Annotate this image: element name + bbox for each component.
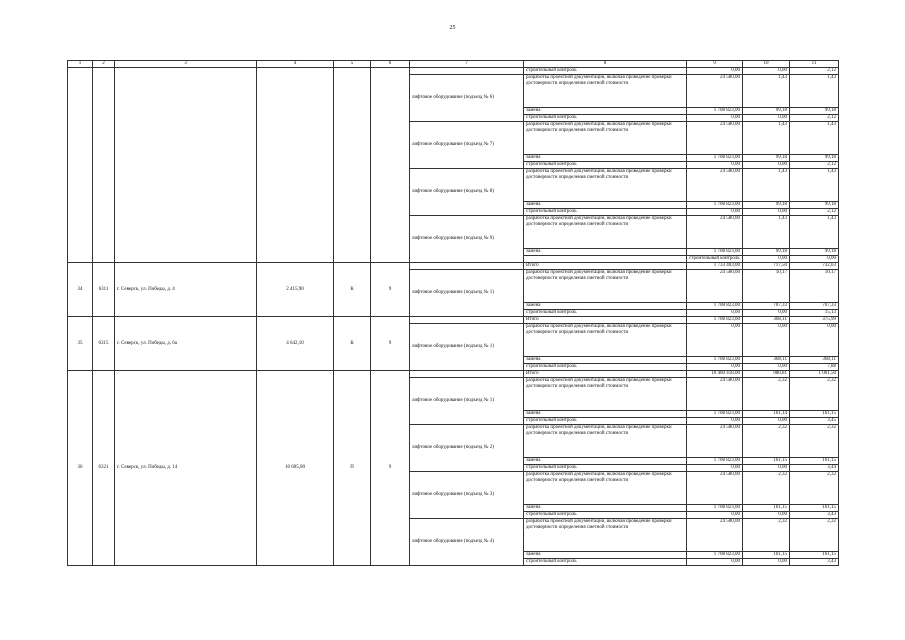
- cost-cell: 0,00: [687, 324, 743, 357]
- col-header: 2: [93, 61, 115, 68]
- work-type-design: разработка проектной документации, включая проведение проверки достоверности определения сметной стоимости: [524, 216, 687, 249]
- elevator-label: лифтовое оборудование (подъезд № 1): [410, 324, 524, 371]
- cost-cell: 0,00: [687, 115, 743, 122]
- cost-cell: 24 580,00: [687, 472, 743, 505]
- address: г. Северск, ул. Победы, д. 6а: [115, 317, 257, 371]
- share-cell: 99,18: [743, 108, 790, 115]
- work-type-design: разработка проектной документации, включая проведение проверки достоверности определения сметной стоимости: [524, 122, 687, 155]
- col-header: 1: [68, 61, 93, 68]
- row-number: 34: [68, 263, 93, 317]
- capital-repair-table: [67, 60, 839, 566]
- share-cell: 99,18: [743, 249, 790, 256]
- empty-cell: [334, 68, 371, 263]
- share-cell: 1,43: [743, 122, 790, 155]
- cost-cell: 24 580,00: [687, 122, 743, 155]
- cost-cell: 24 580,00: [687, 216, 743, 249]
- work-type-replacement: замена: [524, 155, 687, 162]
- work-type-control: строительный контроль: [524, 209, 687, 216]
- cost-cell: 10 400 418,00: [687, 371, 743, 378]
- cost-cell: 1 708 823,00: [687, 108, 743, 115]
- work-type-control: строительный контроль: [524, 418, 687, 425]
- share-cell: 10,17: [743, 270, 790, 303]
- cost-cell: 1 708 823,00: [687, 552, 743, 559]
- row-number: 35: [68, 317, 93, 371]
- cost-cell: 0,00: [743, 256, 790, 263]
- share-cell: 161,15: [743, 552, 790, 559]
- elevator-label: лифтовое оборудование (подъезд № 7): [410, 122, 524, 169]
- cost-cell: 1 708 823,00: [687, 411, 743, 418]
- total-label: Итого: [524, 371, 687, 378]
- share-cell: 368,11: [743, 357, 790, 364]
- house-code: 6315: [93, 317, 115, 371]
- floors: 9: [371, 371, 410, 566]
- empty-cell: [115, 68, 257, 263]
- elevator-label: лифтовое оборудование (подъезд № 8): [410, 169, 524, 216]
- col-header: 7: [410, 61, 524, 68]
- work-type-replacement: замена: [524, 202, 687, 209]
- share-cell: 0,00: [743, 465, 790, 472]
- cost-cell: 24 580,00: [687, 425, 743, 458]
- max-cost-cell: 0,00: [790, 324, 839, 357]
- max-cost-cell: 732,63: [790, 263, 839, 270]
- wall-material: П: [334, 371, 371, 566]
- col-header: 10: [743, 61, 790, 68]
- cost-cell: 1 733 403,00: [687, 263, 743, 270]
- work-type-control: строительный контроль: [524, 115, 687, 122]
- cost-cell: 24 580,00: [687, 169, 743, 202]
- share-cell: 1,43: [743, 75, 790, 108]
- share-cell: 0,00: [743, 162, 790, 169]
- cost-cell: 0,00: [687, 68, 743, 75]
- row-number: 36: [68, 371, 93, 566]
- work-type-control: строительный контроль: [524, 162, 687, 169]
- cost-cell: 0,00: [687, 209, 743, 216]
- work-type-control: строительный контроль: [524, 559, 687, 566]
- max-cost-cell: 99,18: [790, 155, 839, 162]
- work-type-control: строительный контроль: [687, 256, 743, 263]
- max-cost-cell: 2,12: [790, 68, 839, 75]
- max-cost-cell: 375,99: [790, 317, 839, 324]
- share-cell: 0,00: [743, 512, 790, 519]
- cost-cell: 0,00: [687, 465, 743, 472]
- max-cost-cell: 2,12: [790, 209, 839, 216]
- max-cost-cell: 161,15: [790, 458, 839, 465]
- work-type-control: строительный контроль: [524, 310, 687, 317]
- elevator-label: лифтовое оборудование (подъезд № 1): [410, 378, 524, 425]
- total-label: Итого: [524, 263, 687, 270]
- cost-cell: 24 580,00: [687, 75, 743, 108]
- share-cell: 2,32: [743, 378, 790, 411]
- work-type-replacement: замена: [524, 411, 687, 418]
- col-header: 8: [524, 61, 687, 68]
- address: г. Северск, ул. Победы, д. 14: [115, 371, 257, 566]
- share-cell: 0,00: [743, 559, 790, 566]
- max-cost-cell: 15,13: [790, 310, 839, 317]
- max-cost-cell: 99,18: [790, 202, 839, 209]
- work-type-control: строительный контроль: [524, 68, 687, 75]
- col-header: 3: [115, 61, 257, 68]
- house-code: 6311: [93, 263, 115, 317]
- cost-cell: 1 708 823,00: [687, 155, 743, 162]
- share-cell: 2,32: [743, 519, 790, 552]
- max-cost-cell: 99,18: [790, 108, 839, 115]
- empty-cell: [371, 68, 410, 263]
- work-type-design: разработка проектной документации, включая проведение проверки достоверности определения сметной стоимости: [524, 75, 687, 108]
- max-cost-cell: 1,43: [790, 169, 839, 202]
- cost-cell: 0,00: [687, 512, 743, 519]
- work-type-replacement: замена: [524, 108, 687, 115]
- empty-cell: [257, 68, 334, 263]
- work-type-control: строительный контроль: [524, 364, 687, 371]
- share-cell: 980,81: [743, 371, 790, 378]
- cost-cell: 0,00: [687, 418, 743, 425]
- building-total-row: [68, 263, 839, 270]
- empty-cell: [68, 68, 93, 263]
- share-cell: 161,14: [743, 411, 790, 418]
- share-cell: 161,15: [743, 505, 790, 512]
- share-cell: 0,00: [743, 364, 790, 371]
- max-cost-cell: 2,32: [790, 378, 839, 411]
- max-cost-cell: 161,15: [790, 411, 839, 418]
- cost-cell: 24 580,00: [687, 378, 743, 411]
- share-cell: 0,00: [743, 418, 790, 425]
- column-number-row: [68, 61, 839, 68]
- empty-cell: [93, 68, 115, 263]
- work-type-replacement: замена: [524, 552, 687, 559]
- elevator-label: лифтовое оборудование (подъезд № 2): [410, 425, 524, 472]
- elevator-label: лифтовое оборудование (подъезд № 6): [410, 75, 524, 122]
- elevator-label: лифтовое оборудование (подъезд № 9): [410, 216, 524, 263]
- max-cost-cell: 3,43: [790, 559, 839, 566]
- work-type-design: разработка проектной документации, включая проведение проверки достоверности определения сметной стоимости: [524, 472, 687, 505]
- max-cost-cell: 3,43: [790, 512, 839, 519]
- share-cell: 0,00: [743, 310, 790, 317]
- page-number: 25: [449, 25, 456, 31]
- work-type-control: строительный контроль: [524, 465, 687, 472]
- work-type-control: строительный контроль: [524, 512, 687, 519]
- share-cell: 707,33: [743, 303, 790, 310]
- work-type-replacement: замена: [524, 458, 687, 465]
- col-header: 11: [790, 61, 839, 68]
- empty-cell: [410, 371, 524, 378]
- share-cell: 0,00: [743, 68, 790, 75]
- cost-cell: 1 708 823,00: [687, 505, 743, 512]
- cost-cell: 24 580,00: [687, 270, 743, 303]
- share-cell: 717,50: [743, 263, 790, 270]
- empty-cell: [410, 317, 524, 324]
- col-header: 6: [371, 61, 410, 68]
- cost-cell: 0,00: [687, 559, 743, 566]
- house-code: 6321: [93, 371, 115, 566]
- total-area: 2 415,90: [257, 263, 334, 317]
- empty-cell: [524, 256, 687, 263]
- empty-cell: [410, 263, 524, 270]
- cost-cell: 0,00: [687, 364, 743, 371]
- table-row: [68, 68, 839, 75]
- work-type-replacement: замена: [524, 357, 687, 364]
- cost-cell: 1 708 823,00: [687, 317, 743, 324]
- max-cost-cell: 161,15: [790, 505, 839, 512]
- col-header: 5: [334, 61, 371, 68]
- building-total-row: [68, 317, 839, 324]
- max-cost-cell: 99,18: [790, 249, 839, 256]
- share-cell: 2,32: [743, 425, 790, 458]
- total-area: 10 605,90: [257, 371, 334, 566]
- cost-cell: 1 708 823,00: [687, 249, 743, 256]
- max-cost-cell: 1,43: [790, 122, 839, 155]
- max-cost-cell: 1,43: [790, 216, 839, 249]
- share-cell: 99,18: [743, 155, 790, 162]
- cost-cell: 24 580,00: [687, 519, 743, 552]
- share-cell: 0,00: [743, 209, 790, 216]
- work-type-design: разработка проектной документации, включая проведение проверки достоверности определения сметной стоимости: [524, 324, 687, 357]
- max-cost-cell: 3,44: [790, 465, 839, 472]
- floors: 9: [371, 317, 410, 371]
- work-type-design: разработка проектной документации, включая проведение проверки достоверности определения сметной стоимости: [524, 378, 687, 411]
- max-cost-cell: 10,17: [790, 270, 839, 303]
- elevator-label: лифтовое оборудование (подъезд № 1): [410, 270, 524, 317]
- elevator-label: лифтовое оборудование (подъезд № 4): [410, 519, 524, 566]
- max-cost-cell: 707,33: [790, 303, 839, 310]
- cost-cell: 1 708 823,00: [687, 458, 743, 465]
- share-cell: 161,15: [743, 458, 790, 465]
- share-cell: 0,00: [743, 324, 790, 357]
- max-cost-cell: 2,32: [790, 519, 839, 552]
- cost-cell: 1 708 823,00: [687, 357, 743, 364]
- work-type-replacement: замена: [524, 505, 687, 512]
- col-header: 9: [687, 61, 743, 68]
- max-cost-cell: 2,12: [790, 162, 839, 169]
- work-type-design: разработка проектной документации, включая проведение проверки достоверности определения сметной стоимости: [524, 519, 687, 552]
- wall-material: К: [334, 263, 371, 317]
- total-area: 4 642,10: [257, 317, 334, 371]
- share-cell: 368,11: [743, 317, 790, 324]
- share-cell: 2,32: [743, 472, 790, 505]
- max-cost-cell: 7,88: [790, 364, 839, 371]
- max-cost-cell: 2,12: [790, 115, 839, 122]
- max-cost-cell: 368,11: [790, 357, 839, 364]
- col-header: 4: [257, 61, 334, 68]
- share-cell: 0,00: [743, 115, 790, 122]
- elevator-label: лифтовое оборудование (подъезд № 3): [410, 472, 524, 519]
- work-type-design: разработка проектной документации, включая проведение проверки достоверности определения сметной стоимости: [524, 270, 687, 303]
- empty-cell: [410, 68, 524, 75]
- max-cost-cell: 2,32: [790, 472, 839, 505]
- cost-cell: 1 708 823,00: [687, 202, 743, 209]
- share-cell: 0,00: [790, 256, 839, 263]
- share-cell: 99,18: [743, 202, 790, 209]
- work-type-design: разработка проектной документации, включая проведение проверки достоверности определения сметной стоимости: [524, 425, 687, 458]
- building-total-row: [68, 371, 839, 378]
- floors: 9: [371, 263, 410, 317]
- cost-cell: 0,00: [687, 162, 743, 169]
- max-cost-cell: 2,32: [790, 425, 839, 458]
- wall-material: К: [334, 317, 371, 371]
- work-type-replacement: замена: [524, 249, 687, 256]
- share-cell: 1,43: [743, 216, 790, 249]
- cost-cell: 0,00: [687, 310, 743, 317]
- total-label: Итого: [524, 317, 687, 324]
- max-cost-cell: 3,45: [790, 418, 839, 425]
- max-cost-cell: 1 001,50: [790, 371, 839, 378]
- max-cost-cell: 161,15: [790, 552, 839, 559]
- address: г. Северск, ул. Победы, д. 4: [115, 263, 257, 317]
- work-type-replacement: замена: [524, 303, 687, 310]
- share-cell: 1,43: [743, 169, 790, 202]
- work-type-design: разработка проектной документации, включая проведение проверки достоверности определения сметной стоимости: [524, 169, 687, 202]
- cost-cell: 1 708 823,00: [687, 303, 743, 310]
- max-cost-cell: 1,43: [790, 75, 839, 108]
